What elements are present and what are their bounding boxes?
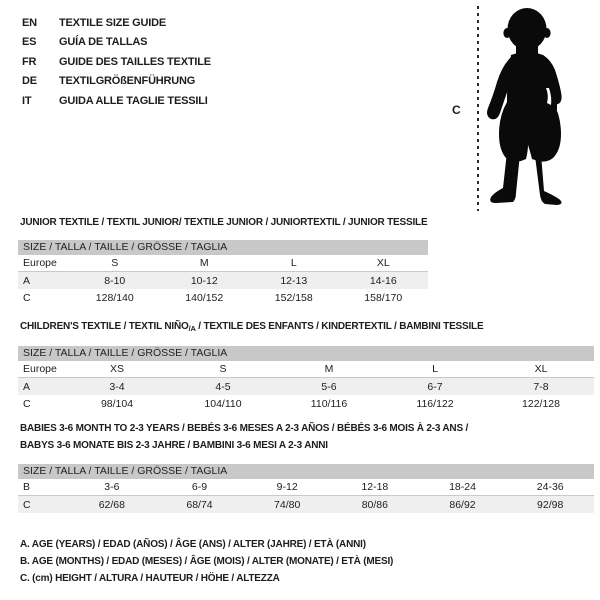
toddler-silhouette [483, 2, 583, 208]
language-code: FR [22, 55, 37, 68]
babies-size-table [18, 464, 594, 513]
language-code: ES [22, 36, 37, 49]
table-cell: 98/104 [100, 397, 134, 410]
language-row-it [22, 91, 211, 111]
children-title-subscript: /A [188, 324, 196, 333]
language-title: GUÍA DE TALLAS [59, 36, 148, 49]
row-label: Europe [23, 257, 57, 269]
table-cell: M [324, 363, 334, 375]
table-cell: 80/86 [361, 498, 388, 511]
table-cell: 6-7 [427, 380, 443, 393]
table-cell: 128/140 [95, 291, 134, 304]
table-cell: 10-12 [190, 274, 218, 287]
table-cell: 12-13 [280, 274, 308, 287]
table-cell: 4-5 [215, 380, 231, 393]
height-measure-label: C [452, 103, 461, 117]
table-cell: 8-10 [104, 274, 126, 287]
children-title-prefix: CHILDREN'S TEXTILE / TEXTIL NIÑO [20, 321, 189, 332]
table-cell: 152/158 [274, 291, 313, 304]
language-code: DE [22, 75, 37, 88]
row-label: A [23, 380, 31, 393]
row-label: C [23, 397, 31, 410]
table-cell: 68/74 [186, 498, 213, 511]
language-row-es [22, 33, 211, 53]
table-cell: 12-18 [361, 481, 389, 493]
size-header-bar: SIZE / TALLA / TAILLE / GRÖSSE / TAGLIA [18, 464, 594, 479]
table-cell: 7-8 [533, 380, 549, 393]
table-cell: L [290, 257, 297, 269]
table-cell: 74/80 [274, 498, 301, 511]
table-cell: 122/128 [522, 397, 560, 410]
language-title: GUIDA ALLE TAGLIE TESSILI [59, 94, 208, 107]
table-cell: 3-4 [109, 380, 125, 393]
table-row [18, 479, 594, 496]
language-title: GUIDE DES TAILLES TEXTILE [59, 55, 211, 68]
table-row [18, 496, 594, 513]
table-cell: 86/92 [449, 498, 476, 511]
junior-section-title: JUNIOR TEXTILE / TEXTIL JUNIOR/ TEXTILE JUNIOR / JUNIORTEXTIL / JUNIOR TESSILE [20, 217, 428, 228]
junior-size-table [18, 240, 428, 306]
table-cell: 9-12 [276, 481, 298, 493]
table-cell: 62/68 [98, 498, 125, 511]
language-row-de [22, 72, 211, 92]
table-row [18, 272, 428, 289]
babies-section-title-line1: BABIES 3-6 MONTH TO 2-3 YEARS / BEBÉS 3-6 MESES A 2-3 AÑOS / BÉBÉS 3-6 MOIS À 2-3 ANS / [20, 423, 469, 434]
table-cell: 5-6 [321, 380, 337, 393]
table-cell: XS [109, 363, 124, 375]
table-row [18, 255, 428, 272]
language-row-fr [22, 52, 211, 72]
table-cell: XL [534, 363, 548, 375]
children-section-title [20, 321, 483, 333]
row-label: Europe [23, 363, 57, 375]
children-size-table [18, 346, 594, 412]
height-measure-dotted-line [477, 6, 479, 211]
table-cell: 140/152 [185, 291, 224, 304]
note-height-cm: C. (cm) HEIGHT / ALTURA / HAUTEUR / HÖHE / ALTEZZA [20, 573, 280, 584]
table-cell: S [111, 257, 119, 269]
table-cell: 3-6 [104, 481, 120, 493]
table-row [18, 378, 594, 395]
table-cell: 158/170 [364, 291, 403, 304]
note-age-months: B. AGE (MONTHS) / EDAD (MESES) / ÂGE (MOIS) / ALTER (MONATE) / ETÀ (MESI) [20, 556, 394, 567]
language-code: EN [22, 16, 37, 29]
row-label: C [23, 498, 31, 511]
table-cell: L [432, 363, 438, 375]
table-cell: 18-24 [449, 481, 476, 493]
row-label: C [23, 291, 31, 304]
table-cell: 14-16 [369, 274, 397, 287]
table-cell: 24-36 [536, 481, 564, 493]
language-row-en [22, 13, 211, 33]
table-row [18, 289, 428, 306]
table-cell: 110/116 [310, 397, 348, 410]
language-list [22, 13, 211, 111]
table-cell: 92/98 [537, 498, 564, 511]
table-cell: S [219, 363, 227, 375]
table-row [18, 361, 594, 378]
table-cell: M [199, 257, 209, 269]
row-label: B [23, 481, 31, 493]
table-cell: 104/110 [204, 397, 242, 410]
size-header-bar: SIZE / TALLA / TAILLE / GRÖSSE / TAGLIA [18, 346, 594, 361]
note-age-years: A. AGE (YEARS) / EDAD (AÑOS) / ÂGE (ANS) / ALTER (JAHRE) / ETÀ (ANNI) [20, 539, 366, 550]
language-code: IT [22, 94, 32, 107]
children-title-suffix: / TEXTILE DES ENFANTS / KINDERTEXTIL / BAMBINI TESSILE [195, 321, 484, 332]
table-row [18, 395, 594, 412]
size-header-bar: SIZE / TALLA / TAILLE / GRÖSSE / TAGLIA [18, 240, 428, 255]
language-title: TEXTILE SIZE GUIDE [59, 16, 167, 29]
language-title: TEXTILGRÖßENFÜHRUNG [59, 75, 196, 88]
row-label: A [23, 274, 31, 287]
legend-notes [20, 536, 393, 587]
table-cell: XL [376, 257, 390, 269]
table-cell: 116/122 [416, 397, 454, 410]
table-cell: 6-9 [191, 481, 208, 493]
babies-section-title-line2: BABYS 3-6 MONATE BIS 2-3 JAHRE / BAMBINI 3-6 MESI A 2-3 ANNI [20, 440, 328, 451]
